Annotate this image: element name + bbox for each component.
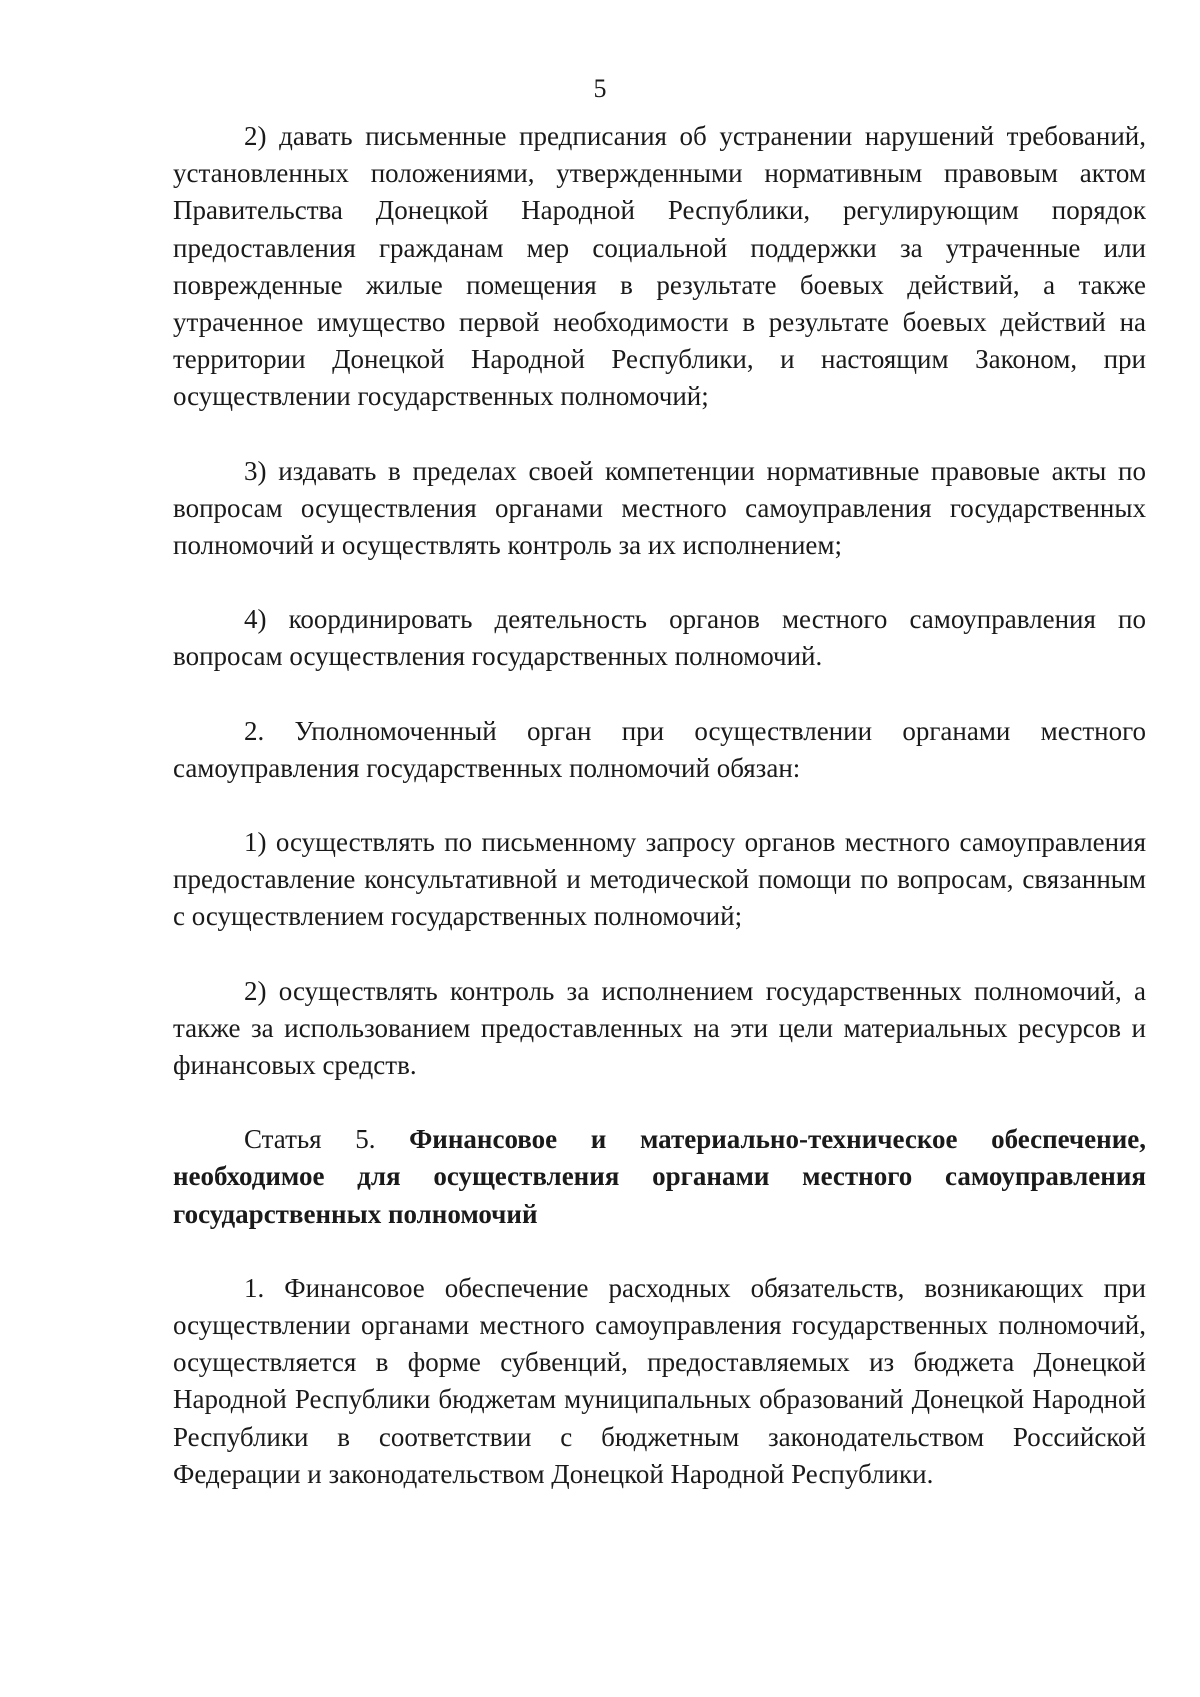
paragraph-obligation-2-control: 2) осуществлять контроль за исполнением государственных полномочий, а также за использованием предоставленных на эти цели материальных ресурсов и финансовых средств.: [173, 975, 1146, 1081]
article-heading: [173, 1121, 1146, 1233]
paragraph-obligation-1-consult: 1) осуществлять по письменному запросу органов местного самоуправления предоставление консультативной и методической помощи по вопросам, связанным с осуществлением государственных полномочий;: [173, 827, 1146, 932]
article-label: Статья 5.: [244, 1124, 376, 1155]
paragraph-item-2-issue-orders: 2) давать письменные предписания об устранении нарушений требований, установленных положениями, утвержденными нормативным правовым актом Правительства Донецкой Народной Республики, регулирующим порядок предоставления гражданам мер социальной поддержки за утраченные или поврежденные жилые помещения в результате боевых действий, а также утраченное имущество первой необходимости в результате боевых действий на территории Донецкой Народной Республики, и настоящим Законом, при осуществлении государственных полномочий;: [173, 121, 1146, 412]
article-title: Финансовое и материально-техническое обеспечение, необходимое для осуществления органами местного самоуправления государственных полномочий: [173, 1124, 1146, 1229]
document-body: [173, 118, 1146, 1493]
paragraph-part-2-obligations: 2. Уполномоченный орган при осуществлении органами местного самоуправления государственных полномочий обязан:: [173, 715, 1146, 783]
paragraph-article-5-part-1: 1. Финансовое обеспечение расходных обязательств, возникающих при осуществлении органами местного самоуправления государственных полномочий, осуществляется в форме субвенций, предоставляемых из бюджета Донецкой Народной Республики бюджетам муниципальных образований Донецкой Народной Республики в соответствии с бюджетным законодательством Российской Федерации и законодательством Донецкой Народной Республики.: [173, 1272, 1146, 1489]
paragraph-item-4-coordinate: 4) координировать деятельность органов местного самоуправления по вопросам осуществления государственных полномочий.: [173, 604, 1146, 672]
page-number: 5: [593, 74, 607, 103]
paragraph-item-3-issue-acts: 3) издавать в пределах своей компетенции нормативные правовые акты по вопросам осуществления органами местного самоуправления государственных полномочий и осуществлять контроль за их исполнением;: [173, 455, 1146, 561]
